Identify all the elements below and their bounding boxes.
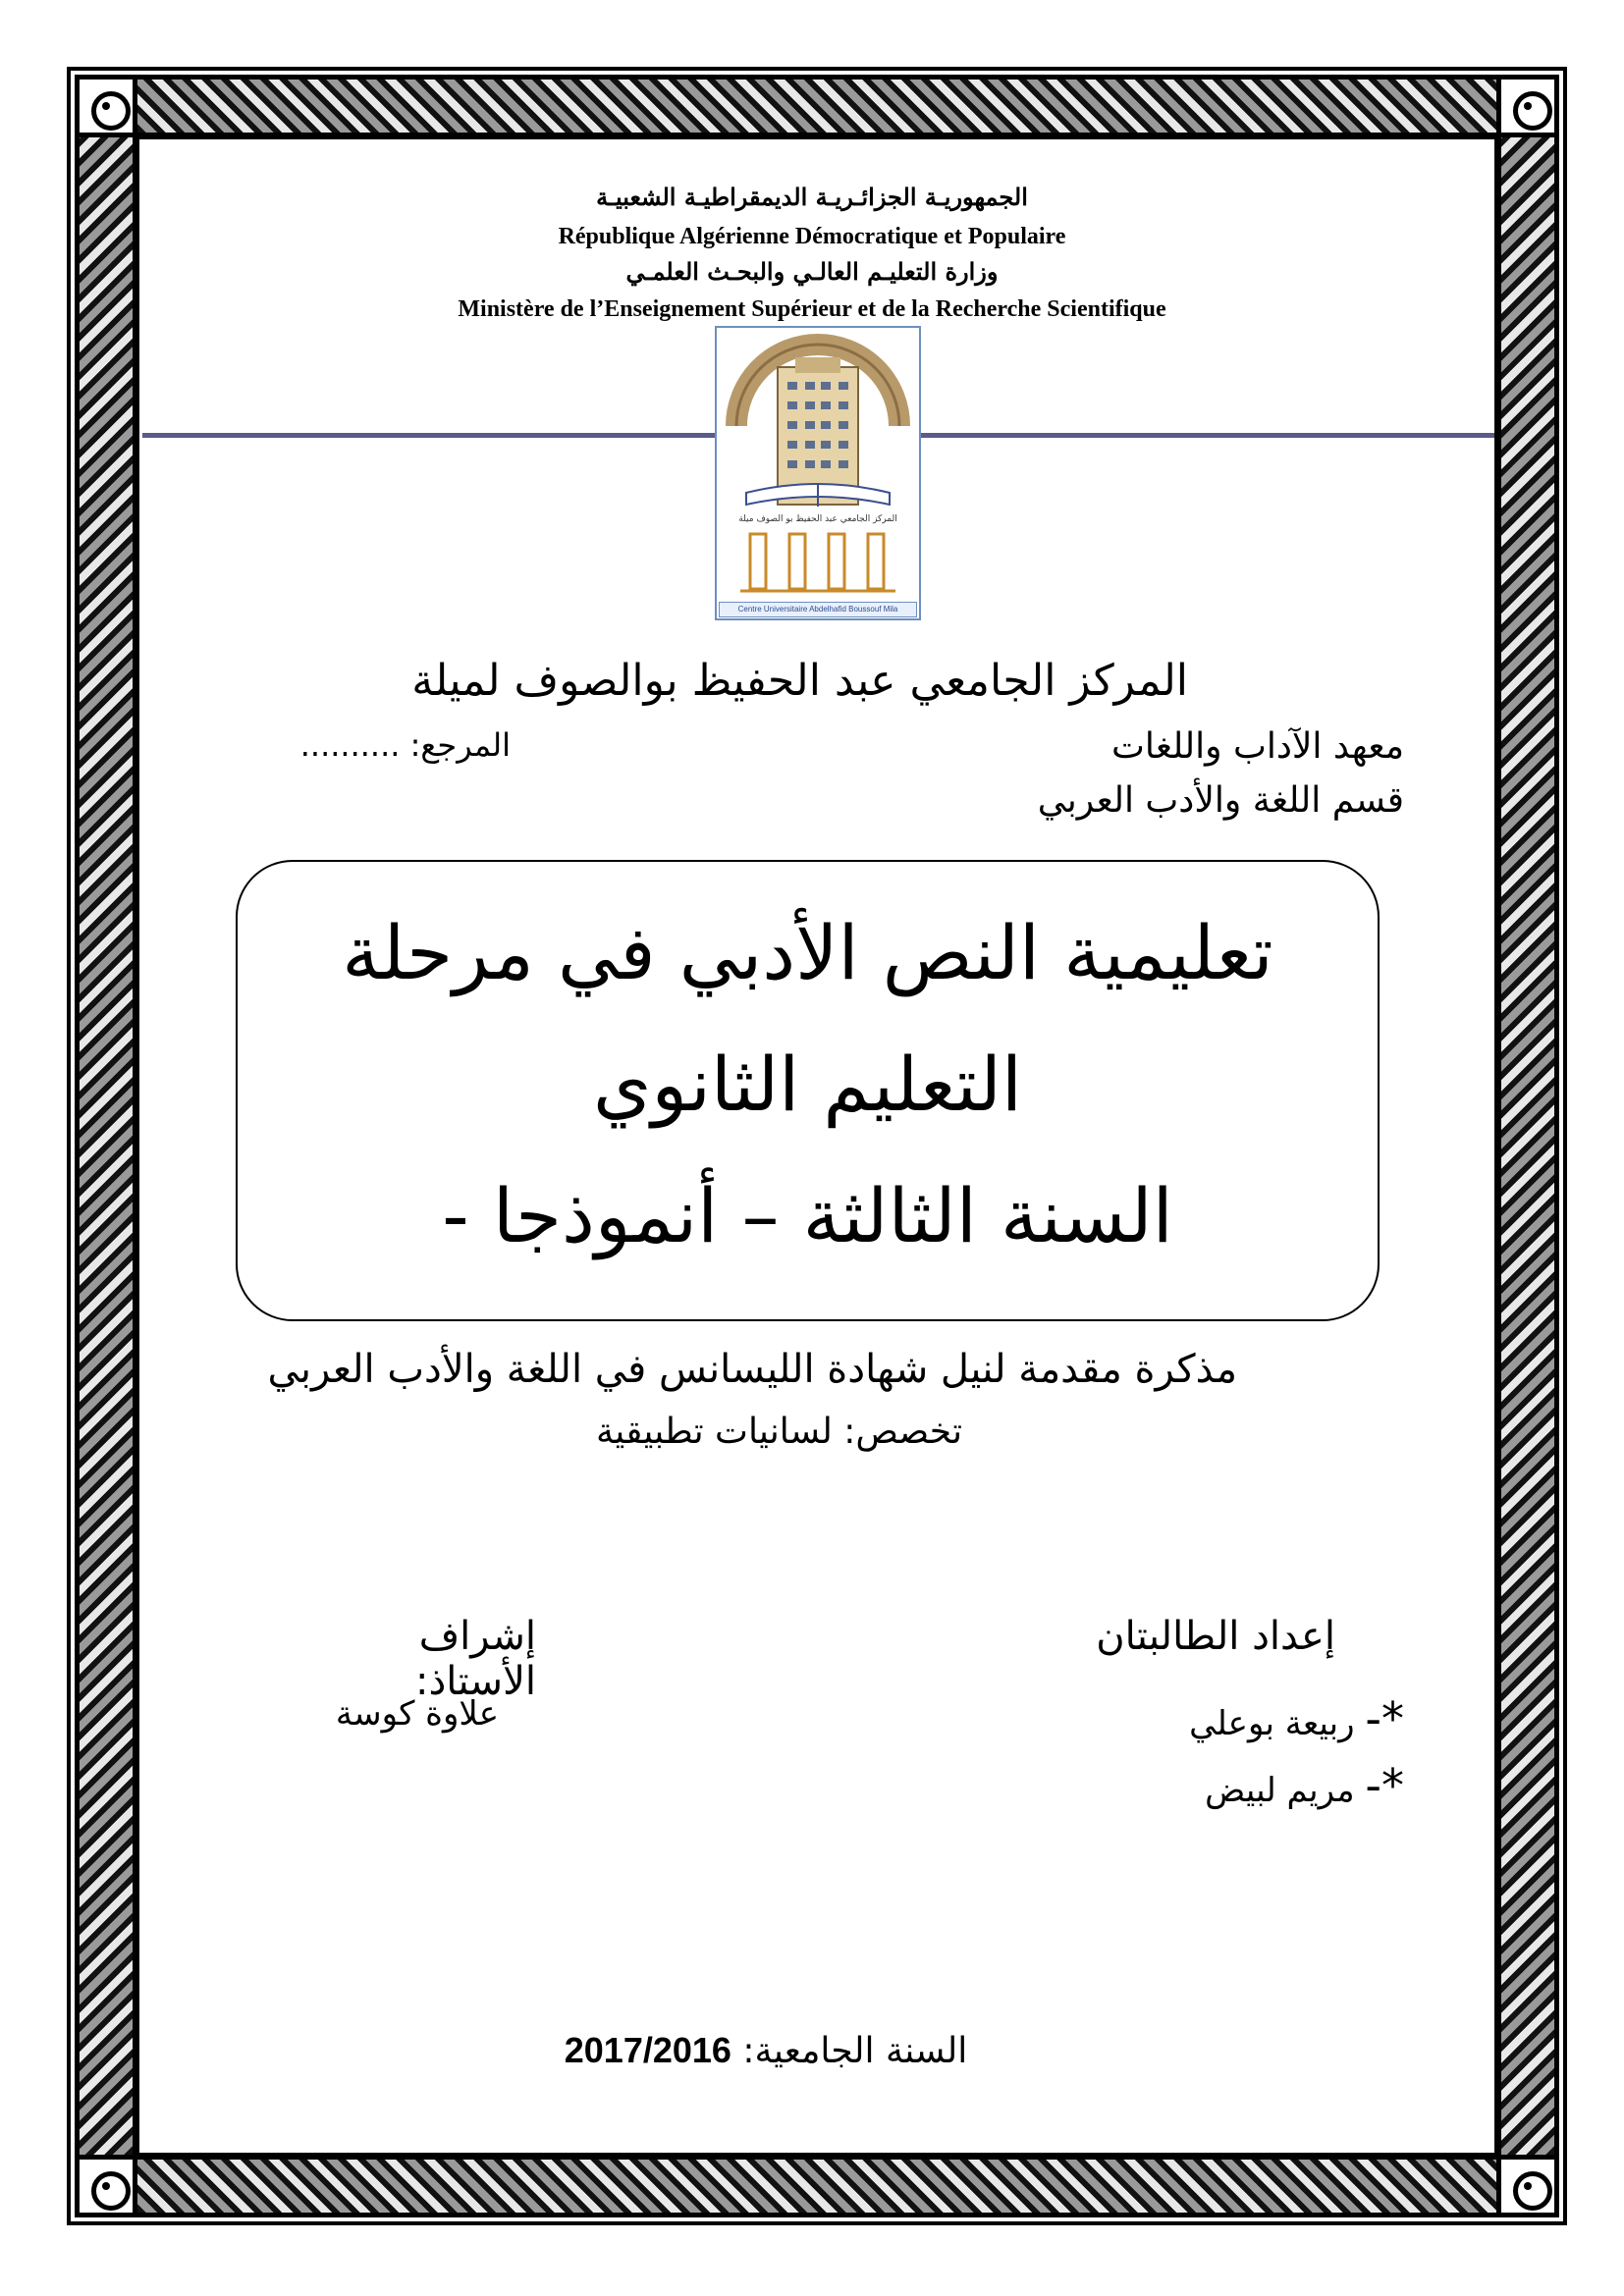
ministry-french: Ministère de l’Enseignement Supérieur et de la Recherche Scientifique [458,296,1166,322]
corner-ornament-icon [75,75,137,137]
institute-name: معهد الآداب واللغات [1111,726,1404,767]
list-bullet: *- [1365,1759,1404,1812]
academic-year-value: 2017/2016 [564,2030,731,2070]
republic-arabic: الجمهوريـة الجزائـريـة الديمقراطيـة الشعبيـة [596,183,1028,211]
students-label: إعداد الطالبتان [1096,1614,1335,1659]
border-chain-left [75,75,137,2217]
title-line-3: السنة الثالثة – أنموذجا - [442,1172,1173,1259]
reference-field: المرجع: .......... [299,726,511,764]
supervisor-name: علاوة كوسة [335,1694,499,1734]
header-rule-left [142,433,715,438]
student-name: مريم لبيض [1205,1771,1355,1810]
academic-year [491,2030,1041,2071]
ministry-arabic: وزارة التعليـم العالـي والبحـث العلمـي [625,257,999,286]
title-box [236,860,1380,1321]
student-name: ربيعة بوعلي [1189,1704,1355,1743]
corner-ornament-icon [75,2155,137,2217]
border-chain-bottom [75,2155,1559,2217]
logo-name-french: Centre Universitaire Abdelhafid Boussouf Mila [719,602,917,617]
supervisor-label: إشراف الأستاذ: [415,1614,536,1704]
border-chain-top [75,75,1559,137]
list-bullet: *- [1365,1692,1404,1745]
specialty: تخصص: لسانيات تطبيقية [595,1412,962,1452]
university-logo [715,326,921,620]
corner-ornament-icon [1496,2155,1559,2217]
student-item [1041,1692,1404,1745]
logo-name-arabic: المركز الجامعي عبد الحفيظ بو الصوف ميلة [738,514,897,524]
student-item [1041,1759,1404,1812]
republic-french: République Algérienne Démocratique et Populaire [558,224,1066,249]
title-line-2: التعليم الثانوي [593,1041,1022,1128]
memo-statement: مذكرة مقدمة لنيل شهادة الليسانس في اللغة والأدب العربي [267,1347,1237,1392]
department-name: قسم اللغة والأدب العربي [1037,780,1404,821]
title-line-1: تعليمية النص الأدبي في مرحلة [342,909,1273,996]
border-chain-right [1496,75,1559,2217]
university-building-icon [717,328,919,618]
corner-ornament-icon [1496,75,1559,137]
academic-year-label: السنة الجامعية: [742,2031,968,2071]
header-rule-right [921,433,1494,438]
center-name: المركز الجامعي عبد الحفيظ بوالصوف لميلة [411,656,1188,706]
